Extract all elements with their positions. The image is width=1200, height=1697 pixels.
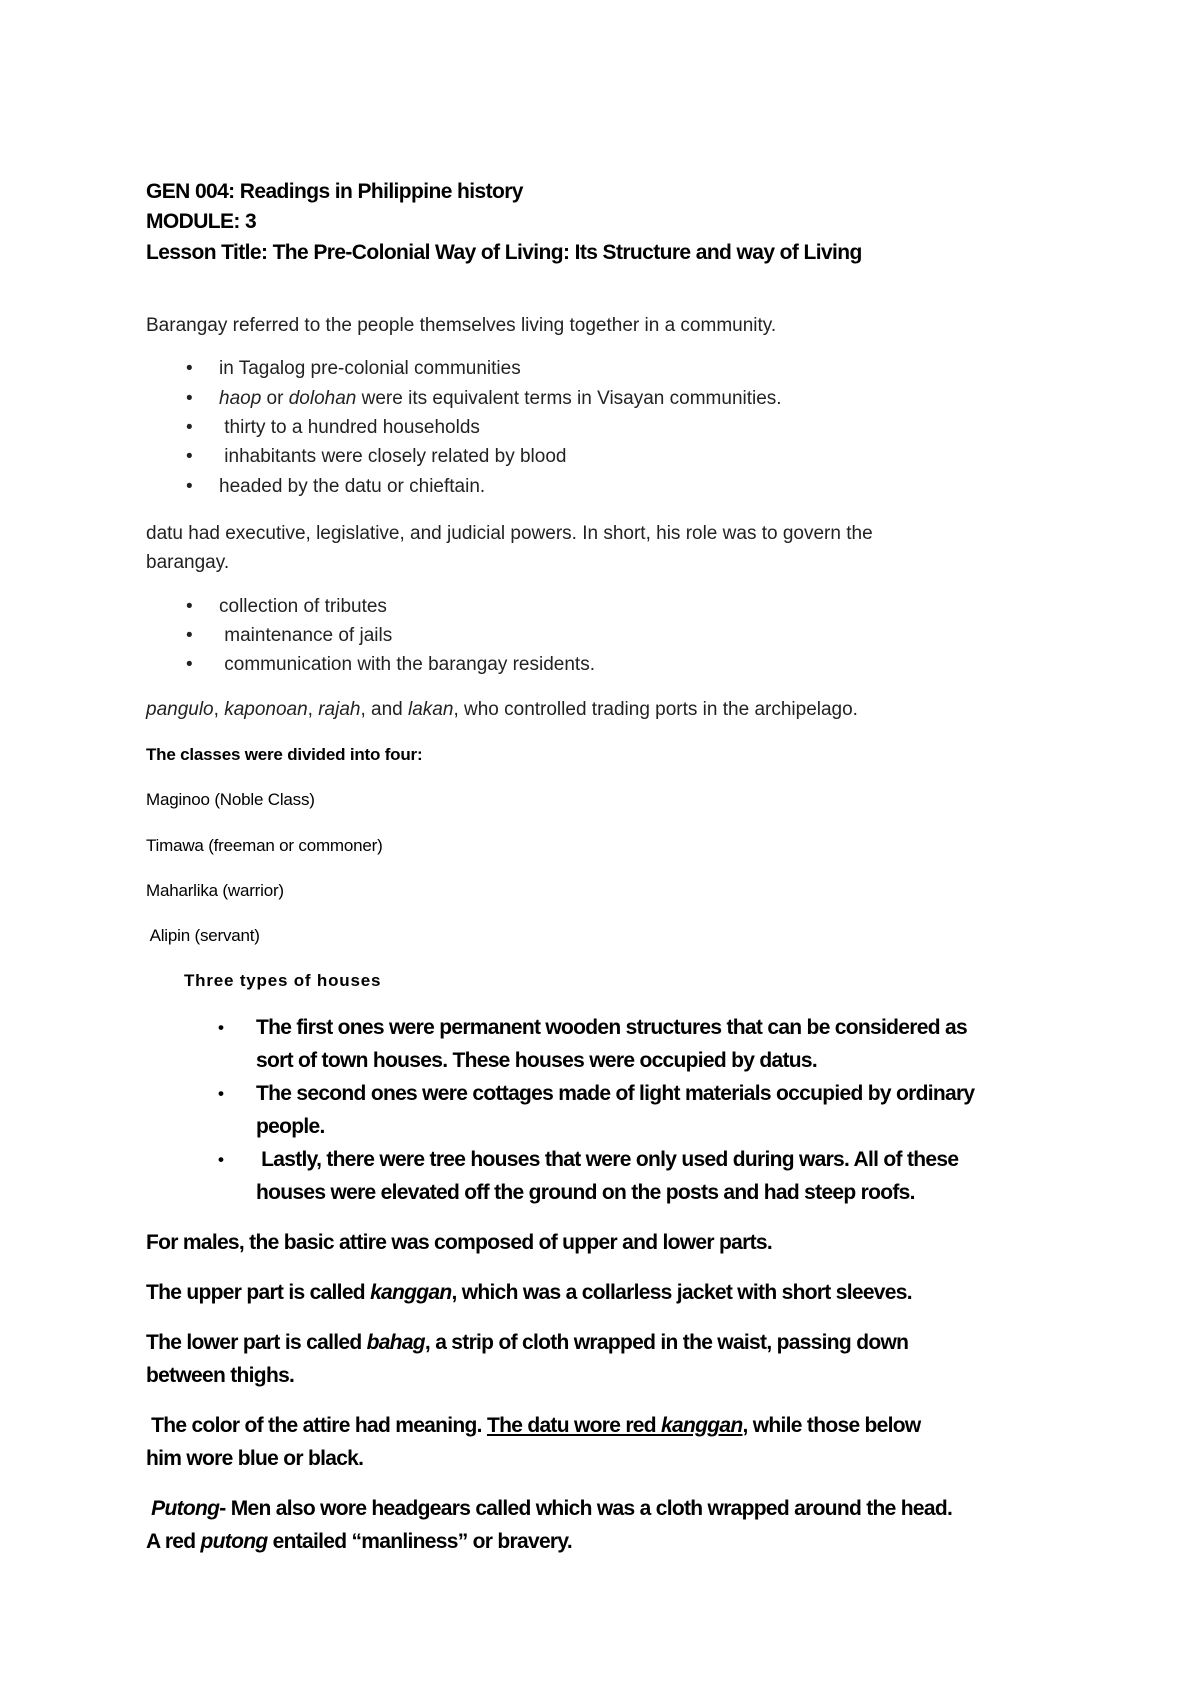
class-maharlika: Maharlika (warrior)	[146, 881, 284, 900]
list-item-continuation: people.	[256, 1115, 325, 1138]
list-item: • inhabitants were closely related by blood	[186, 446, 567, 467]
class-maginoo: Maginoo (Noble Class)	[146, 790, 315, 809]
list-item: • collection of tributes	[186, 596, 387, 617]
bullet-icon: •	[186, 388, 193, 409]
bullet-icon: •	[186, 625, 193, 646]
datu-paragraph-line2: barangay.	[146, 552, 230, 573]
list-item-continuation: houses were elevated off the ground on the posts and had steep roofs.	[256, 1181, 915, 1204]
list-item: • thirty to a hundred households	[186, 417, 480, 438]
class-timawa: Timawa (freeman or commoner)	[146, 836, 383, 855]
houses-heading: Three types of houses	[184, 971, 382, 990]
bullet-icon: •	[186, 596, 193, 617]
list-item: • haop or dolohan were its equivalent terms in Visayan communities.	[186, 388, 782, 409]
list-item: • in Tagalog pre-colonial communities	[186, 358, 521, 379]
list-item: • The second ones were cottages made of light materials occupied by ordinary	[218, 1082, 975, 1105]
attire-paragraph-1: For males, the basic attire was composed of upper and lower parts.	[146, 1231, 772, 1254]
barangay-intro: Barangay referred to the people themselves living together in a community.	[146, 315, 777, 336]
attire-paragraph-5-line2: A red putong entailed “manliness” or bravery.	[146, 1530, 572, 1553]
attire-paragraph-5: Putong- Men also wore headgears called which was a cloth wrapped around the head.	[151, 1497, 953, 1520]
bullet-icon: •	[186, 417, 193, 438]
attire-paragraph-4-line2: him wore blue or black.	[146, 1447, 364, 1470]
attire-paragraph-4: The color of the attire had meaning. The datu wore red kanggan, while those below	[146, 1414, 921, 1437]
list-item: • communication with the barangay residents.	[186, 654, 595, 675]
list-item: • maintenance of jails	[186, 625, 393, 646]
attire-paragraph-3-line2: between thighs.	[146, 1364, 295, 1387]
bullet-icon: •	[218, 1084, 224, 1103]
bullet-icon: •	[186, 358, 193, 379]
datu-paragraph-line1: datu had executive, legislative, and judicial powers. In short, his role was to govern the	[146, 523, 873, 544]
bullet-icon: •	[186, 476, 193, 497]
bullet-icon: •	[218, 1018, 224, 1037]
course-title: GEN 004: Readings in Philippine history	[146, 180, 523, 203]
list-item: • Lastly, there were tree houses that were only used during wars. All of these	[218, 1148, 959, 1171]
class-alipin: Alipin (servant)	[146, 926, 260, 945]
attire-paragraph-2: The upper part is called kanggan, which was a collarless jacket with short sleeves.	[146, 1281, 912, 1304]
bullet-icon: •	[218, 1150, 224, 1169]
lesson-title: Lesson Title: The Pre-Colonial Way of Living: Its Structure and way of Living	[146, 241, 862, 264]
list-item: • The first ones were permanent wooden structures that can be considered as	[218, 1016, 967, 1039]
bullet-icon: •	[186, 654, 193, 675]
bullet-icon: •	[186, 446, 193, 467]
module-number: MODULE: 3	[146, 210, 257, 233]
list-item: • headed by the datu or chieftain.	[186, 476, 486, 497]
list-item-continuation: sort of town houses. These houses were occupied by datus.	[256, 1049, 818, 1072]
attire-paragraph-3: The lower part is called bahag, a strip of cloth wrapped in the waist, passing down	[146, 1331, 909, 1354]
titles-paragraph: pangulo, kaponoan, rajah, and lakan, who controlled trading ports in the archipelago.	[146, 699, 858, 720]
classes-heading: The classes were divided into four:	[146, 745, 423, 764]
